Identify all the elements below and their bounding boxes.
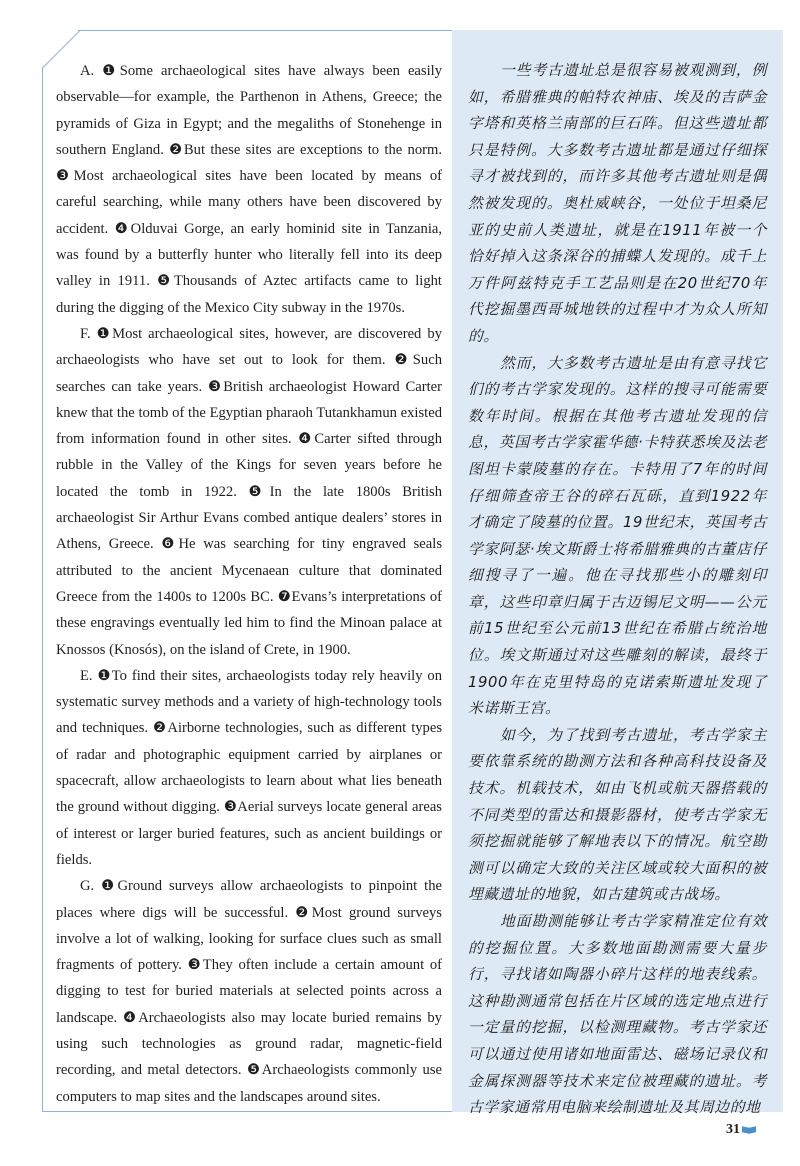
chinese-paragraph-4: 地面勘测能够让考古学家精准定位有效的挖掘位置。大多数地面勘测需要大量步行，寻找诸如陶器小碎片这样的地表线索。这种勘测通常包括在片区域的选定地点进行一定量的挖掘，以检测理藏物。考古学家还可以通过使用诸如地面雷达、磁场记录仪和金属探测器等技术来定位被理藏的遗址。考古学家通常用电脑来绘制遗址及其周边的地 [468,913,767,1117]
english-paragraph-e: E. ❶To find their sites, archaeologists today rely heavily on systematic survey methods and a variety of high-technology tools and techniques. ❷Airborne technologies, such as different types of radar and photographic equipment carried by airplanes or spacecraft, allow archaeologists to learn about what lies beneath the ground without digging. ❸Aerial surveys locate general areas of interest or larger buried features, such as ancient buildings or fields. [56,667,442,868]
chinese-paragraph-2: 然而，大多数考古遗址是由有意寻找它们的考古学家发现的。这样的搜寻可能需要数年时间。根据在其他考古遗址发现的信息，英国考古学家霍华德·卡特获悉埃及法老图坦卡蒙陵墓的存在。卡特用了7年的时间仔细筛查帝王谷的碎石瓦砾，直到1922年才确定了陵墓的位置。19世纪末，英国考古学家阿瑟·埃文斯爵士将希腊雅典的古董店仔细搜寻了一遍。他在寻找那些小的雕刻印章，这些印章归属于古迈锡尼文明——公元前15世纪至公元前13世纪在希腊占统治地位。埃文斯通过对这些雕刻的解读，最终于1900年在克里特岛的克诺索斯遗址发现了米诺斯王宫。 [468,354,767,718]
english-paragraph-a: A. ❶Some archaeological sites have always been easily observable—for example, the Parthenon in Athens, Greece; the pyramids of Giza in Egypt; and the megaliths of Stonehenge in southern England. ❷But these sites are exceptions to the norm. ❸Most archaeological sites have been located by means of careful searching, while many others have been discovered by accident. ❹Olduvai Gorge, an early hominid site in Tanzania, was found by a butterfly hunter who literally fell into its deep valley in 1911. ❺Thousands of Aztec artifacts came to light during the digging of the Mexico City subway in the 1970s. [56,63,442,316]
english-column [56,58,442,1110]
chinese-paragraph-1: 一些考古遗址总是很容易被观测到，例如，希腊雅典的帕特农神庙、埃及的吉萨金字塔和英格兰南部的巨石阵。但这些遗址都只是特例。大多数考古遗址都是通过仔细探寻才被找到的，而许多其他考古遗址则是偶然被发现的。奥杜威峡谷，一处位于坦桑尼亚的史前人类遗址，就是在1911年被一个恰好掉入这条深谷的捕蝶人发现的。成千上万件阿兹特克手工艺品则是在20世纪70年代挖掘墨西哥城地铁的过程中才为众人所知的。 [468,62,767,345]
english-paragraph-g: G. ❶Ground surveys allow archaeologists to pinpoint the places where digs will be successful. ❷Most ground surveys involve a lot of walking, looking for surface clues such as small fragments of pottery. ❸They often include a certain amount of digging to test for buried materials at selected points across a landscape. ❹Archaeologists also may locate buried remains by using such technologies as ground radar, magnetic-field recording, and metal detectors. ❺Archaeologists commonly use computers to map sites and the landscapes around sites. [56,878,442,1105]
page-number-text: 31 [726,1122,740,1137]
english-paragraph-f: F. ❶Most archaeological sites, however, are discovered by archaeologists who have set out to look for them. ❷Such searches can take years. ❸British archaeologist Howard Carter knew that the tomb of the Egyptian pharaoh Tutankhamun existed from information found in other sites. ❹Carter sifted through rubble in the Valley of the Kings for seven years before he located the tomb in 1922. ❺In the late 1800s British archaeologist Sir Arthur Evans combed antique dealers’ stores in Athens, Greece. ❻He was searching for tiny engraved seals attributed to the ancient Mycenaean culture that dominated Greece from the 1400s to 1200s BC. ❼Evans’s interpretations of these engravings eventually led him to find the Minoan palace at Knossos (Knosós), on the island of Crete, in 1900. [56,325,442,658]
page-number [726,1122,756,1138]
chinese-paragraph-3: 如今，为了找到考古遗址，考古学家主要依靠系统的勘测方法和各种高科技设备及技术。机载技术，如由飞机或航天器搭载的不同类型的雷达和摄影器材，使考古学家无须挖掘就能够了解地表以下的情况。航空勘测可以确定大致的关注区域或较大面积的被埋藏遗址的地貌，如古建筑或古战场。 [468,726,767,904]
book-icon [742,1125,756,1135]
chinese-translation-column [452,30,783,1117]
